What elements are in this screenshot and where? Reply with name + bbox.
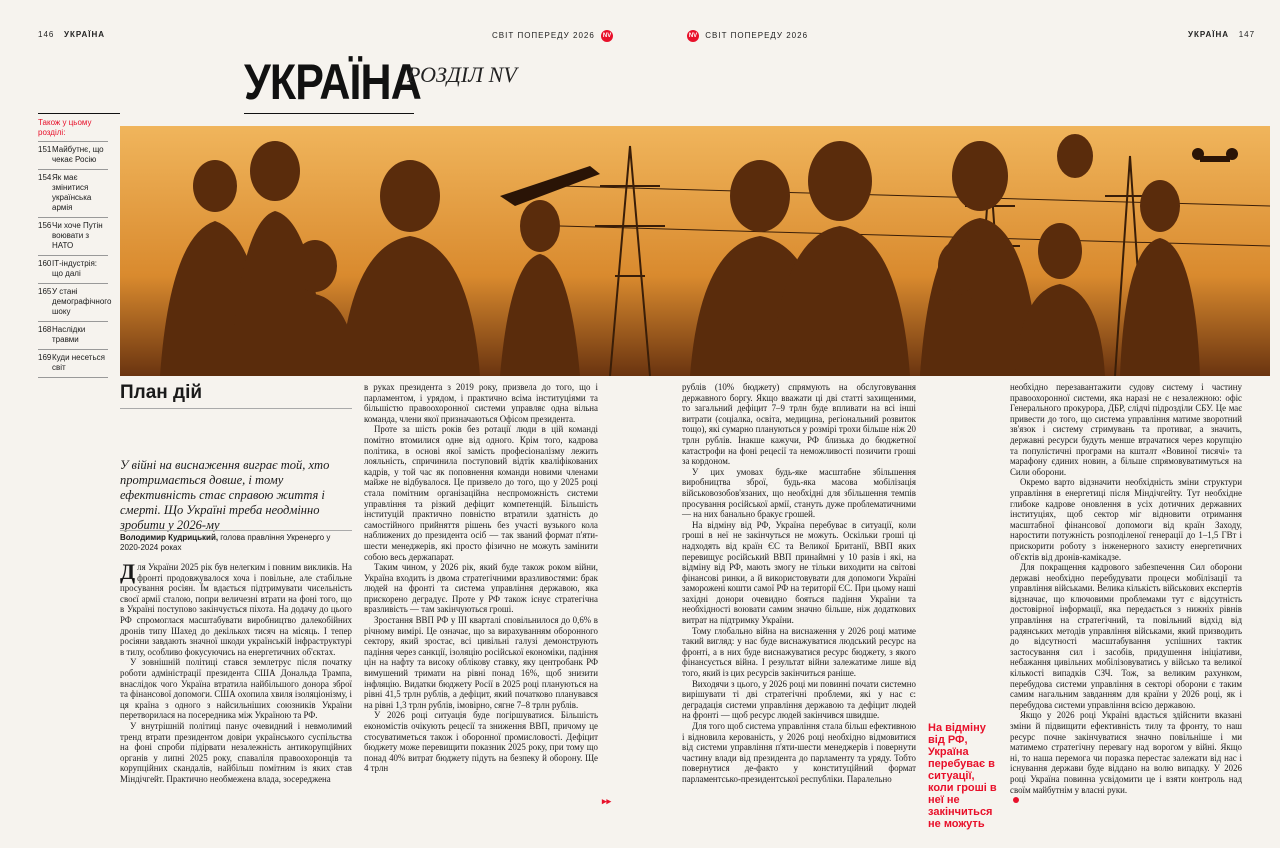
continue-arrow-icon: ▸▸	[602, 796, 612, 806]
title-rule	[244, 113, 414, 114]
sidebar-lead: Також у цьому розділі:	[38, 118, 92, 137]
section-subtitle: РОЗДІЛ NV	[407, 62, 517, 87]
sidebar-item[interactable]: 151 Майбутнє, що чекає Росію	[38, 141, 108, 169]
left-publication-label: СВІТ ПОПЕРЕДУ 2026	[492, 31, 595, 41]
collage-illustration	[120, 126, 1270, 376]
article-column-1: Для України 2025 рік був нелегким і повним викликів. На фронті продовжувалося хоча і повільне, але стабільне просування росіян. Їм вдається підтримувати чисельність своєї армії сталою, попри величезні втрати на фоні того, що в Україні поступово закінчується піхота. На додачу до цього РФ спромоглася масштабувати виробництво далекобійних дронів типу Шахед до декількох тисяч на місяць. І тепер росіяни завдають значної шкоди українській інфраструктурі в тилу, особливо фокусуючись на енергетичних об'єктах. У зовнішній політиці стався землетрус після початку роботи адміністрації президента США Дональда Трампа, внаслідок чого Україна втратила найбільшого донора зброї та фінансової допомоги. США охопила хвиля ізоляціонізму, і ця країна з одного з найсильніших союзників України перетворилася на посередника між Україною та РФ. У внутрішній політиці панує очевидний і невмолимий тренд втрати президентом довіри українського суспільства на фоні спроби підірвати незалежність антикорупційних органів у липні 2025 року, спаваліля правоохоронців та корупційних скандалів, найбільш помітним із яких став Міндічгейт. Практично необмежена влада, зосереджена	[120, 559, 352, 784]
author-name: Володимир Кудрицький,	[120, 533, 219, 542]
sidebar-contents	[38, 118, 112, 378]
right-page-number: 147	[1238, 30, 1256, 39]
nv-logo-icon: NV	[601, 30, 613, 42]
pull-quote: На відміну від РФ, Україна перебуває в ситуації, коли гроші в неї не закінчиться не можуть	[928, 722, 997, 830]
headline-rule	[120, 408, 352, 409]
nv-logo-icon: NV	[687, 30, 699, 42]
author-role: голова правління Укренерго у 2020-2024 роках	[120, 533, 331, 552]
article-lede: У війні на виснаження виграє той, хто протримається довше, і тому ефективність стає справою життя і смерті. Що Україні треба неодмінно зробити у 2026-му	[120, 458, 330, 532]
left-section-label: УКРАЇНА	[64, 30, 106, 39]
hero-collage-image	[120, 126, 1270, 376]
right-page-header	[1188, 30, 1255, 39]
left-page-number: 146	[38, 30, 55, 39]
right-publication-label: СВІТ ПОПЕРЕДУ 2026	[705, 31, 809, 41]
article-column-4: необхідно перезавантажити судову систему і частину правоохоронної системи, яка наразі не є незалежною: офіс Генерального прокурора, ДБР, слідчі підрозділи СБУ. Це має привести до того, що система управління матиме зворотний зв'язок і систему стримувань та противаг, а значить, державні ресурси будуть менше втрачатися через корупцію та популістичні програми на кшталт «Вовиної тисячі» та марафону єдиних новин, а більше спрямовуватимуться на Сили оборони. Окремо варто відзначити необхідність зміни структури управління в енергетиці після Міндічгейту. Тут необхідне глибоке кадрове оновлення в усіх дотичних державних інституціях, щоб сектор міг відновити отримання масштабної фінансової допомоги від країн Заходу, наростити потужність розподіленої генерації до 1–1,5 ГВт і прискорити роботу з інженерного захисту енергетичних об'єктів від дронів-камікадзе. Для покращення кадрового забезпечення Сил оборони державі необхідно перебудувати процеси мобілізації та управління військами. Велика кількість військових експертів відзначає, що ключовими проблемами тут є відсутність достовірної інформації, яка передається з нижніх рівнів управління на стратегічний, та повільний відхід від радянських методів управління військами, який призводить до відсутності масштабування успішних тактик застосування сил і засобів, придушення ініціативи, небажання цивільних мобілізовуватись у військо та великої кількості випадків СЗЧ. Тож, за великим рахунком, перебудова системи управління в секторі оборони є таким самим нагальним завданням для країни у 2026 році, як і перебудова системи управління всією державою. Якщо у 2026 році Україні вдасться здійснити вказані зміни й підвищити ефективність тилу та фронту, то наш ресурс почне закінчуватися значно повільніше і ми матимемо стратегічну перевагу над ворогом у війні. Якщо ні, то наша перемога чи поразка перестає залежати від нас і існування держави буде віддано на волю випадку. У 2026 році Україна повинна усвідомити це і взяти контроль над своїм майбутнім у власні руки.	[1010, 382, 1242, 806]
right-pub-header	[684, 30, 808, 42]
sidebar-item[interactable]: 168 Наслідки травми	[38, 321, 108, 349]
sidebar-item[interactable]: 156 Чи хоче Путін воювати з НАТО	[38, 217, 108, 255]
left-page-header	[38, 30, 105, 39]
end-mark-icon	[1013, 797, 1019, 803]
author-byline	[120, 530, 352, 553]
section-title: УКРАЇНА	[244, 54, 421, 110]
sidebar-item[interactable]: 154 Як має змінитися українська армія	[38, 169, 108, 217]
article-headline: План дій	[120, 382, 203, 403]
sidebar-item[interactable]: 160 ІТ-індустрія: що далі	[38, 255, 108, 283]
article-column-2: в руках президента з 2019 року, призвела до того, що і парламентом, і урядом, і практично всіма інституціями та більшістю правоохоронної системи управляє одна вільна команда, члени якої призначаються Офісом президента. Проте за шість років без ротації люди в цій команді помітно втомилися одне від одного. Крім того, кадрова політика, в основі якої замість професіоналізму лежить лояльність, спричинила поступовий відтік кваліфікованих кадрів, у той час як поповнення команди новими членами майже не відбувалося. Це призвело до того, що у 2025 році стала помітним організаційна неспроможність системи управління та різкий дефіцит компетенцій. Більшість інституцій практично повністю втратили здатність до самостійного прийняття рішень без участі вузького кола наближених до президента осіб — так званий формат п'яти-шести менеджерів, які просто фізично не можуть замінити собою весь держапарат. Таким чином, у 2026 рік, який буде також роком війни, Україна входить із двома стратегічними вразливостями: брак людей на фронті та система управління державою, яка прискорено деградує. Проте у РФ також існує стратегічна вразливість — там закінчуються гроші. Зростання ВВП РФ у III кварталі сповільнилося до 0,6% в річному вимірі. Це означає, що за вирахуванням оборонного сектору, який зростає, всі цивільні галузі демонструють падіння через санкції, ізоляцію російської економіки, падіння цін на нафту та високу облікову ставку, яку центробанк РФ вимушений тримати на рівні понад 16%, щоб знизити інфляцію. Видатки бюджету Росії в 2025 році плануються на рівні 41,5 трлн рублів, а дефіцит, який початково планувався на рівні 1,3 трлн рублів, імовірно, сягне 7–8 трлн рублів. У 2026 році ситуація буде погіршуватися. Більшість економістів очікують рецесії та зниження ВВП, причому це стосуватиметься також і оборонної промисловості. Дефіцит бюджету може перевищити показник 2025 року, при тому що понад 40% витрат бюджету підуть на безпеку й оборону. Ще 4 трлн	[364, 382, 598, 774]
article-column-3: рублів (10% бюджету) спрямують на обслуговування державного боргу. Якщо вважати ці дві статті захищеними, то загальний дефіцит 7–9 трлн буде впливати на всі інші витрати (соціалка, освіта, медицина, регіональний розвиток тощо), які сумарно плануються у розмірі трохи більше ніж 20 трлн рублів. Інакше кажучи, РФ близька до бюджетної катастрофи на фоні рецесії та неможливості позичити гроші за кордоном. У цих умовах будь-яке масштабне збільшення виробництва зброї, будь-яка масова мобілізація військовозобов'язаних, що необхідні для збільшення темпів просування російської армії, стануть дуже проблематичними — на них банально бракує грошей. На відміну від РФ, Україна перебуває в ситуації, коли гроші в неї не закінчуться не можуть. Оскільки гроші ці надходять від країн ЄС та Великої Британії, ВВП яких перевищує російський ВВП принаймні у 10 разів і які, на відміну від РФ, мають змогу не тільки виходити на світові фінансові ринки, а й використовувати для допомоги Україні заморожені кошти самої РФ на території ЄС. При цьому наші західні донори очевидно бояться падіння України та необхідності воювати самим значно більше, ніж додаткових витрат на підтримку України. Тому глобально війна на виснаження у 2026 році матиме такий вигляд: у нас буде виснажуватися людський ресурс на фронті, а в них буде виснажуватися ресурс бюджету, з якого фінансується війна. І результат війни залежатиме лише від того, який із цих ресурсів закінчиться раніше. Виходячи з цього, у 2026 році ми повинні почати системно вирішувати ті дві стратегічні проблеми, які у нас є: деградація системи управління державою та дефіцит людей на фронті — щоб ресурс людей закінчився швидше. Для того щоб система управління стала більш ефективною і відновила керованість, у 2026 році необхідно відмовитися від системи управління п'яти-шести менеджерів і повернути частину влади від президента до парламенту та уряду. Тобто повернутися де-факто у конституційний формат парламентсько-президентської республіки. Паралельно	[682, 382, 916, 784]
sidebar-item[interactable]: 169 Куди несеться світ	[38, 349, 108, 378]
right-section-label: УКРАЇНА	[1188, 30, 1230, 39]
left-pub-header	[492, 30, 616, 42]
dropcap: Д	[120, 559, 136, 584]
title-rule-left	[38, 113, 120, 114]
sidebar-item[interactable]: 165 У стані демографічного шоку	[38, 283, 108, 321]
